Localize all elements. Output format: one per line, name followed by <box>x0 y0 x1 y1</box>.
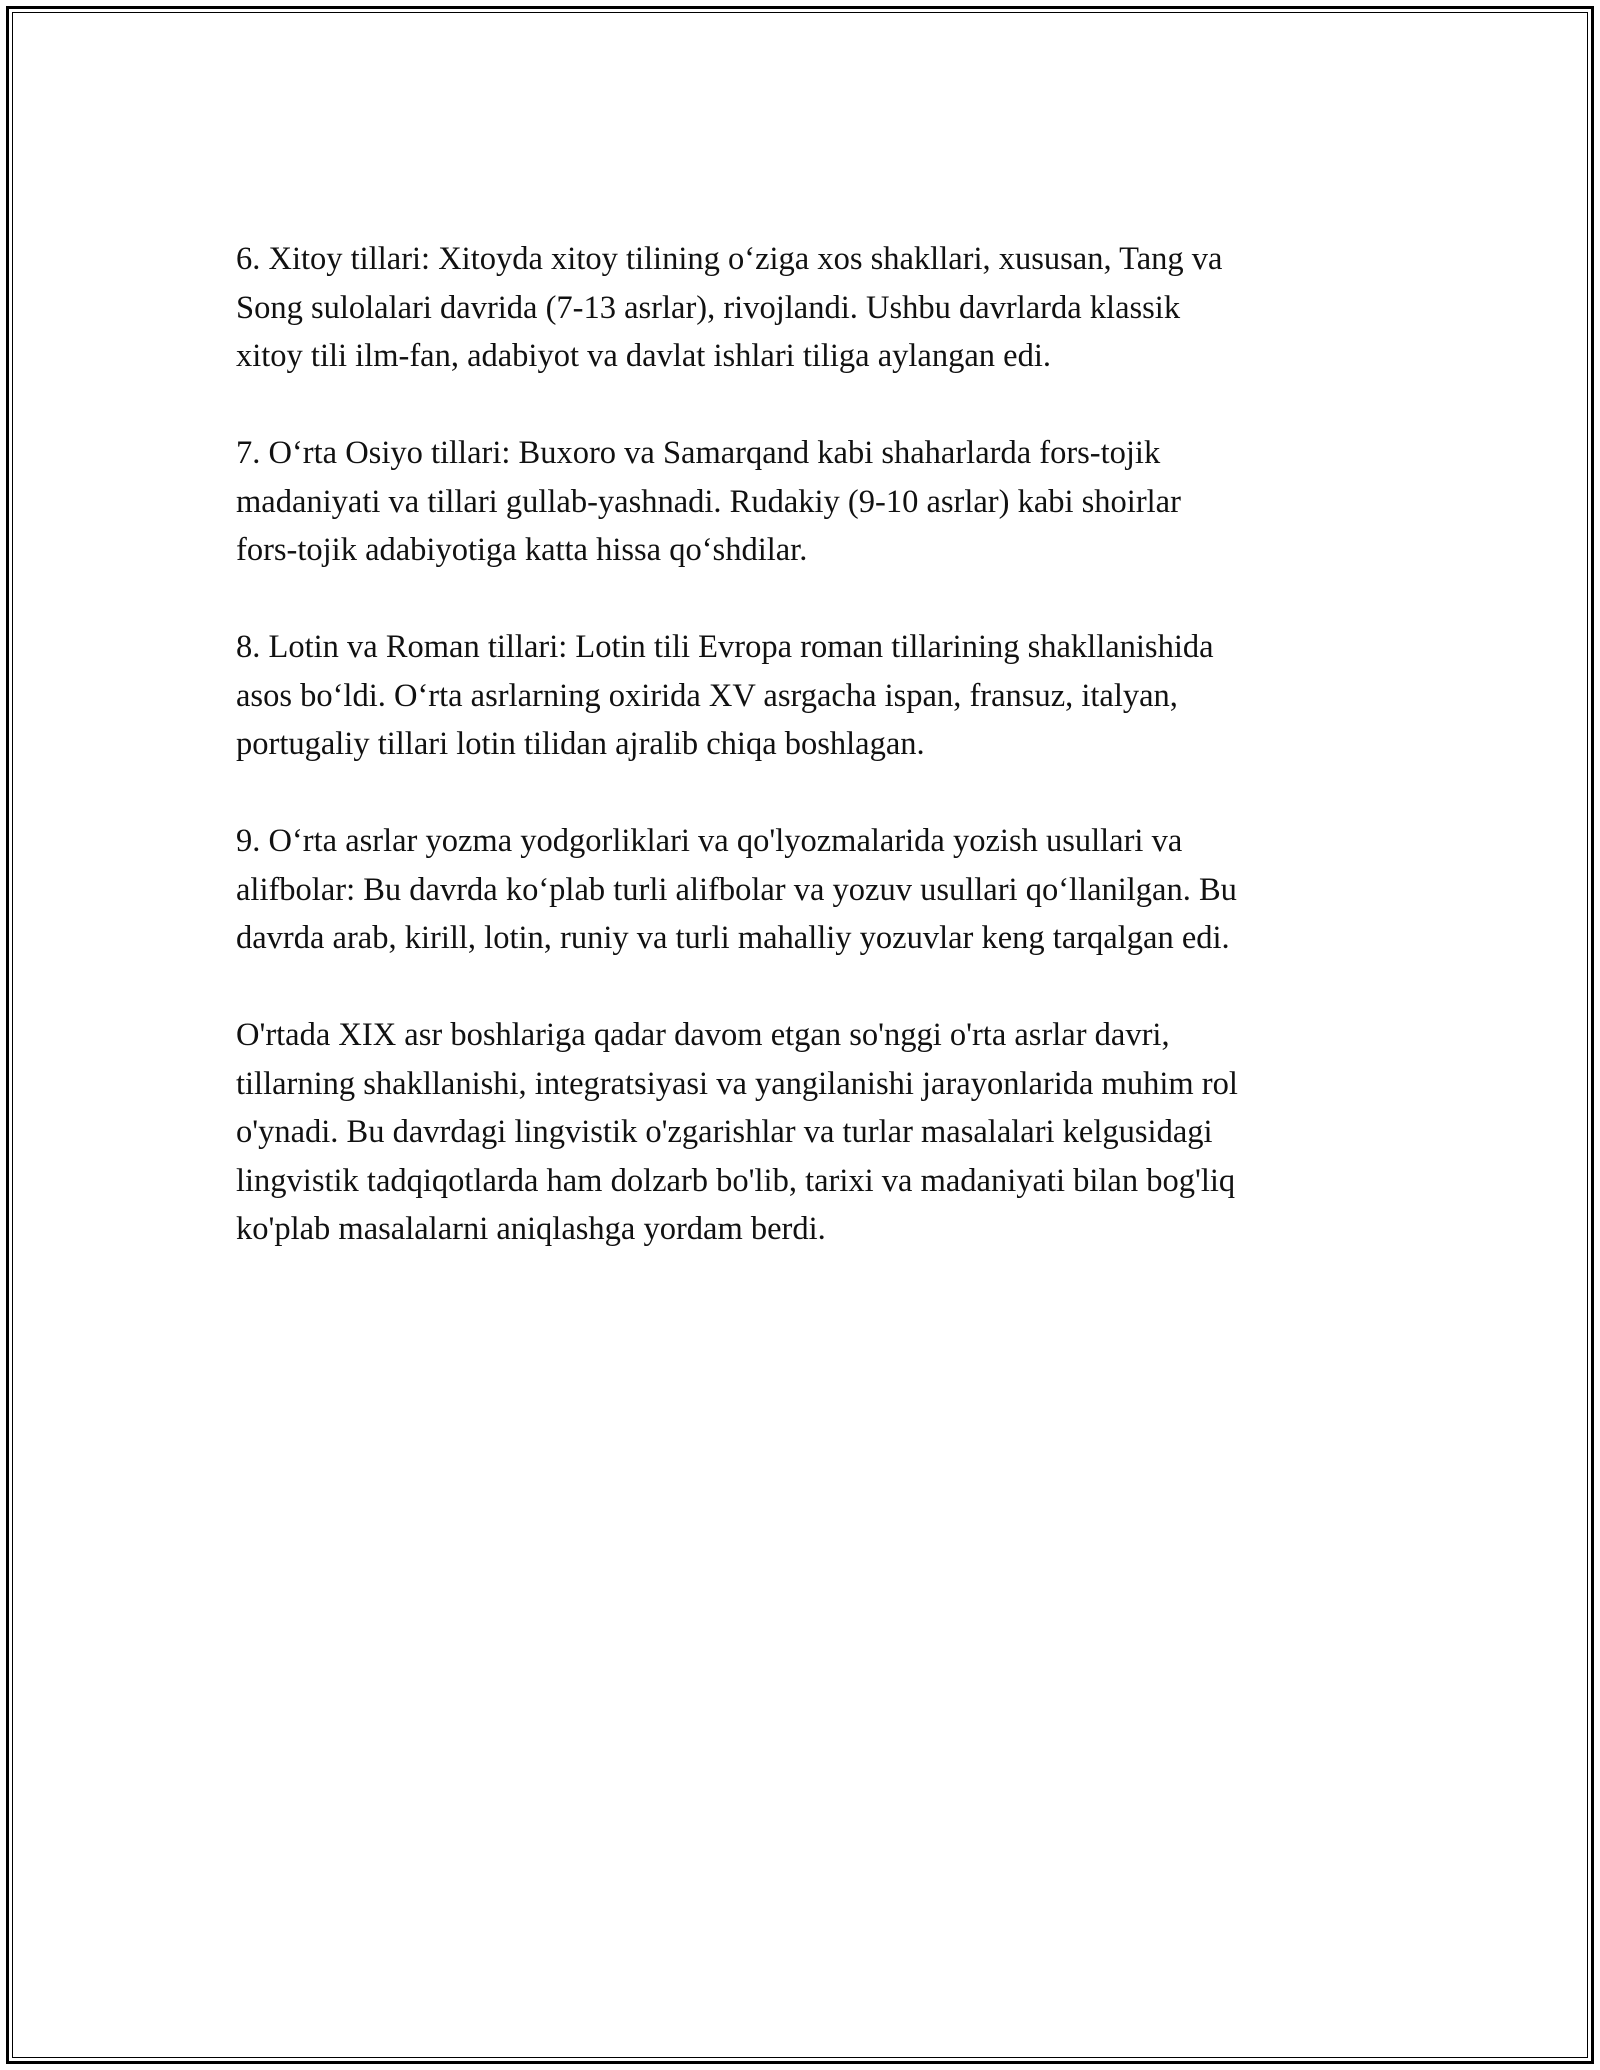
text-line: O'rtada XIX asr boshlariga qadar davom etgan so'nggi o'rta asrlar davri, <box>236 1017 1170 1053</box>
text-line: o'ynadi. Bu davrdagi lingvistik o'zgarishlar va turlar masalalari kelgusidagi <box>236 1114 1213 1150</box>
text-line: 9. O‘rta asrlar yozma yodgorliklari va qo'lyozmalarida yozish usullari va <box>236 823 1183 859</box>
text-line: lingvistik tadqiqotlarda ham dolzarb bo'lib, tarixi va madaniyati bilan bog'liq <box>236 1162 1236 1199</box>
text-line: fors-tojik adabiyotiga katta hissa qo‘shdilar. <box>236 532 808 568</box>
text-line: Song sulolalari davrida (7-13 asrlar), rivojlandi. Ushbu davrlarda klassik <box>236 289 1181 326</box>
text-line: tillarning shakllanishi, integratsiyasi va yangilanishi jarayonlarida muhim rol <box>236 1065 1238 1102</box>
document-body <box>236 235 1376 1302</box>
text-line: davrda arab, kirill, lotin, runiy va turli mahalliy yozuvlar keng tarqalgan edi. <box>236 920 1230 956</box>
text-line: portugaliy tillari lotin tilidan ajralib chiqa boshlagan. <box>236 726 925 762</box>
text-line: 7. O‘rta Osiyo tillari: Buxoro va Samarqand kabi shaharlarda fors-tojik <box>236 435 1161 471</box>
paragraph-central-asian-languages <box>236 429 1376 575</box>
paragraph-latin-romance-languages <box>236 623 1376 769</box>
text-line: xitoy tili ilm-fan, adabiyot va davlat ishlari tiliga aylangan edi. <box>236 338 1051 374</box>
paragraph-conclusion <box>236 1011 1376 1254</box>
text-line: madaniyati va tillari gullab-yashnadi. Rudakiy (9-10 asrlar) kabi shoirlar <box>236 483 1181 520</box>
text-line: asos bo‘ldi. O‘rta asrlarning oxirida XV asrgacha ispan, fransuz, italyan, <box>236 677 1178 714</box>
text-line: 6. Xitoy tillari: Xitoyda xitoy tilining o‘ziga xos shakllari, xususan, Tang va <box>236 241 1223 277</box>
paragraph-medieval-manuscripts <box>236 817 1376 963</box>
text-line: 8. Lotin va Roman tillari: Lotin tili Evropa roman tillarining shakllanishida <box>236 629 1214 665</box>
text-line: alifbolar: Bu davrda ko‘plab turli alifbolar va yozuv usullari qo‘llanilgan. Bu <box>236 871 1237 908</box>
paragraph-chinese-languages <box>236 235 1376 381</box>
text-line: ko'plab masalalarni aniqlashga yordam berdi. <box>236 1211 826 1247</box>
